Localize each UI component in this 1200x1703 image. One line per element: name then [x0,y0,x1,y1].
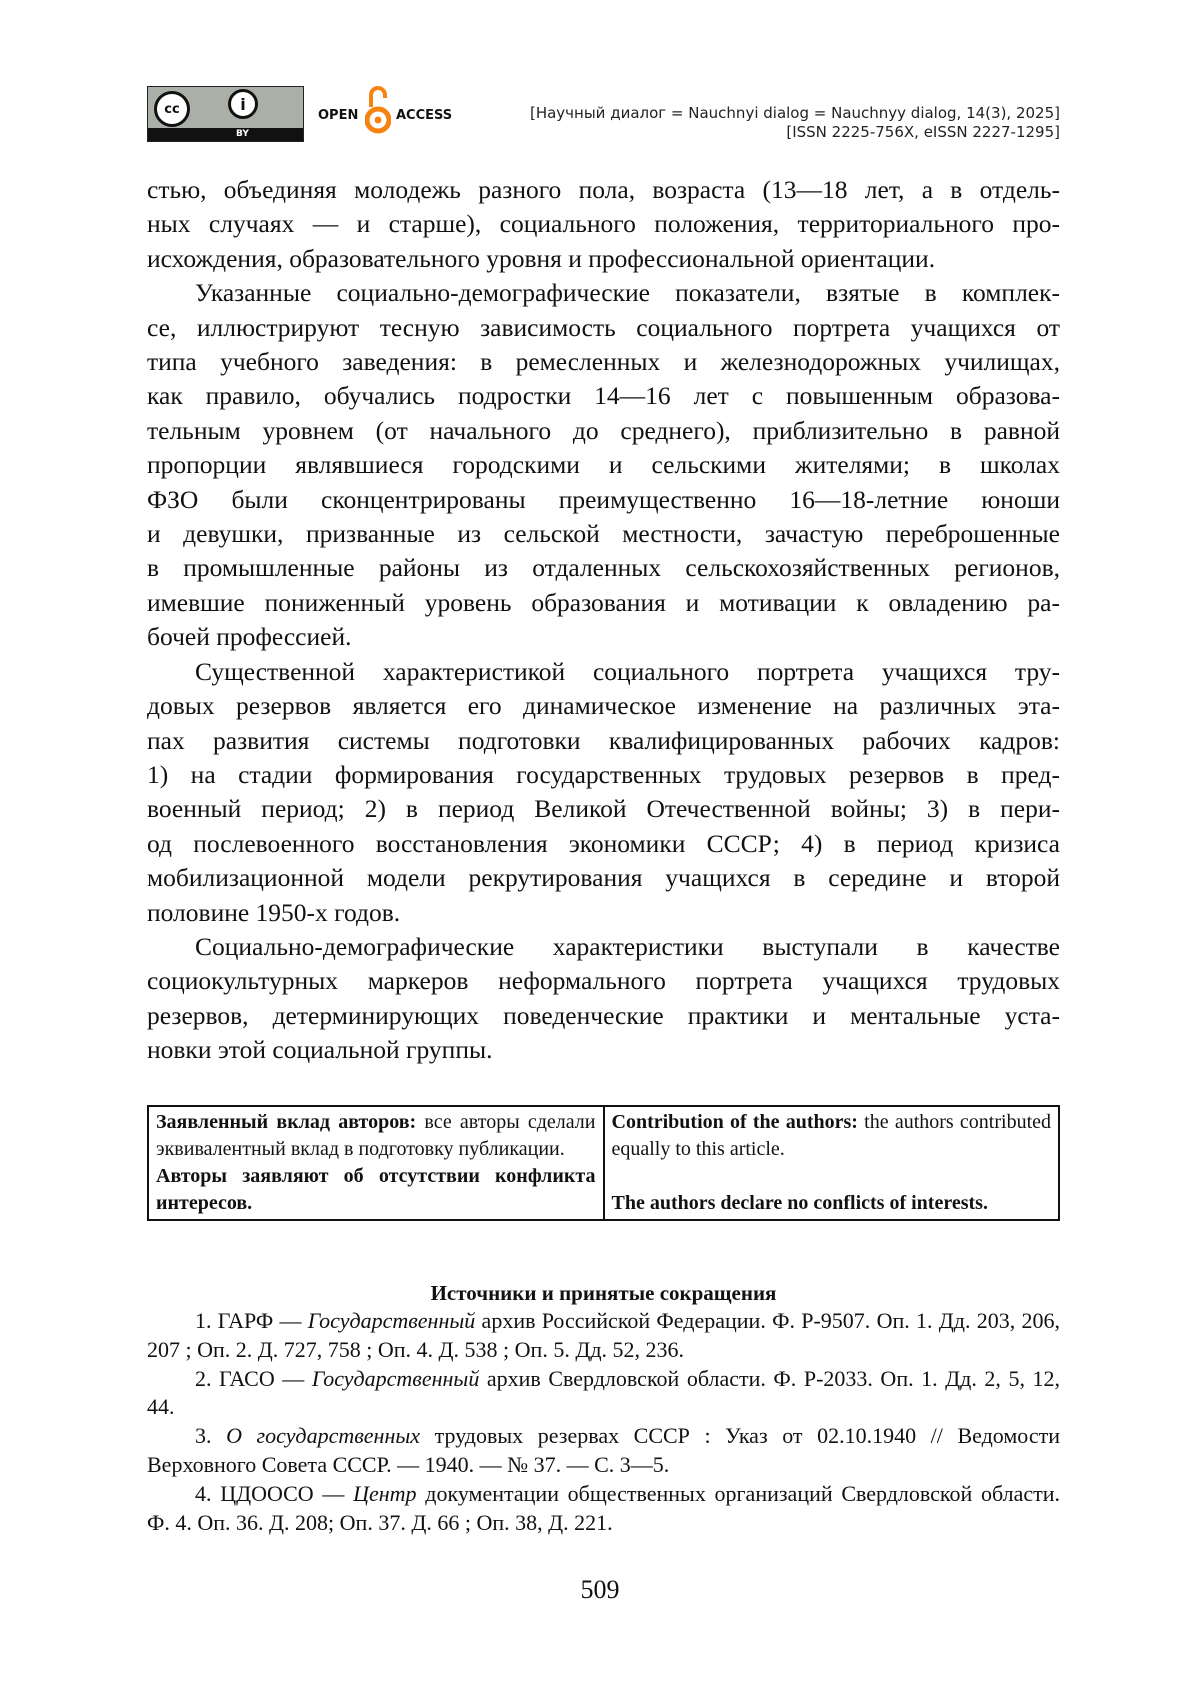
source-it: Государственный [311,1365,480,1391]
source-post: документации общественных организаций Свердловской области. Ф. 4. Оп. 36. Д. 208; Оп. 37. Д. 66 ; Оп. 38, Д. 221. [147,1480,1061,1535]
source-pre: 1. ГАРФ — [195,1308,308,1333]
text-line: пропорции являвшиеся городскими и сельскими жителями; в школах [147,450,1060,480]
declaration-ru [148,1106,604,1220]
text-line: Указанные социально-демографические показатели, взятые в комплек- [195,278,1060,308]
journal-title: [Научный диалог = Nauchnyi dialog = Nauchnyy dialog, 14(3), 2025] [529,104,1060,122]
source-post: трудовых резервах СССР : Указ от 02.10.1940 // Ведомости Верховного Совета СССР. — 1940. — № 37. — С. 3—5. [147,1423,1061,1477]
source-item [147,1365,1060,1423]
text-line: бочей профессией. [147,622,352,652]
contrib-label: Заявленный вклад авторов: [156,1111,417,1133]
license-label: BY [236,129,249,139]
cc-icon: cc [154,91,190,127]
source-it: О государственных [226,1423,421,1449]
source-it: Государственный [307,1308,476,1333]
source-post: архив Свердловской области. Ф. Р-2033. Оп. 1. Дд. 2, 5, 12, 44. [147,1365,1061,1420]
text-line: резервов, детерминирующих поведенческие практики и ментальные уста- [147,1000,1060,1030]
text-line: довых резервов является его динамическое изменение на различных эта- [147,691,1060,721]
text-line: тельным уровнем (от начального до среднего), приблизительно в равной [147,415,1060,445]
text-line: типа учебного заведения: в ремесленных и железнодорожных училищах, [147,347,1060,377]
attribution-icon: i [228,89,258,119]
source-item [147,1480,1060,1538]
declaration-en [604,1106,1060,1220]
text-line: социокультурных маркеров неформального портрета учащихся трудовых [147,966,1060,996]
text-line: се, иллюстрируют тесную зависимость социального портрета учащихся от [147,312,1060,342]
source-pre: 2. ГАСО — [195,1365,312,1391]
text-line: исхождения, образовательного уровня и профессиональной ориентации. [147,243,936,273]
cc-by-license-logo [147,86,304,142]
text-line: Социально-демографические характеристики выступали в качестве [195,931,1060,961]
sources-title: Источники и принятые сокращения [430,1281,777,1305]
issn: [ISSN 2225-756X, eISSN 2227-1295] [786,123,1060,141]
text-line: стью, объединяя молодежь разного пола, возраста (13—18 лет, а в отдель- [147,175,1060,204]
text-line: мобилизационной модели рекрутирования учащихся в середине и второй [147,863,1060,893]
text-line: в промышленные районы из отдаленных сельскохозяйственных регионов, [147,553,1060,583]
source-pre: 4. ЦДООСО — [195,1480,354,1506]
declarations-table [147,1105,1060,1221]
source-item [147,1422,1060,1480]
open-label: OPEN [318,108,359,123]
conflict-text: The authors declare no conflicts of interests. [611,1192,988,1214]
text-line: имевшие пониженный уровень образования и мотивации к овладению ра- [147,587,1060,617]
journal-citation [530,104,1060,142]
sources-section [147,1279,1060,1537]
text-line: и девушки, призванные из сельской местности, зачастую переброшенные [147,519,1060,549]
source-it: Центр [353,1480,417,1506]
text-line: 1) на стадии формирования государственных трудовых резервов в пред- [147,759,1060,789]
text-line: од послевоенного восстановления экономики СССР; 4) в период кризиса [147,828,1060,858]
text-line: половине 1950-х годов. [147,897,401,927]
text-line: Существенной характеристикой социального портрета учащихся тру- [195,656,1060,686]
access-label: ACCESS [396,108,453,123]
contrib-text: все авторы сделали эквивалентный вклад в подготовку публикации. [156,1111,596,1160]
text-line: военный период; 2) в период Великой Отечественной войны; 3) в пери- [147,794,1060,824]
text-line: ФЗО были сконцентрированы преимущественно 16—18-летние юноши [147,484,1060,514]
source-post: архив Российской Федерации. Ф. Р-9507. Оп. 1. Дд. 203, 206, 207 ; Оп. 2. Д. 727, 758 ; Оп. 4. Д. 538 ; Оп. 5. Дд. 52, 236. [147,1308,1060,1362]
page-number: 509 [580,1575,620,1604]
text-line: пах развития системы подготовки квалифицированных рабочих кадров: [147,725,1060,755]
source-item [147,1307,1060,1365]
contrib-text: the authors contributed equally to this article. [611,1111,1051,1160]
text-line: новки этой социальной группы. [147,1035,493,1065]
contrib-label: Contribution of the authors: [611,1111,858,1133]
body-text [147,173,1060,1068]
text-line: ных случаях — и старше), социального положения, территориального про- [147,209,1060,239]
text-line: как правило, обучались подростки 14—16 лет с повышенным образова- [147,381,1060,411]
open-lock-icon [365,85,391,135]
conflict-text: Авторы заявляют об отсутствии конфликта интересов. [156,1165,596,1214]
source-pre: 3. [195,1423,227,1449]
